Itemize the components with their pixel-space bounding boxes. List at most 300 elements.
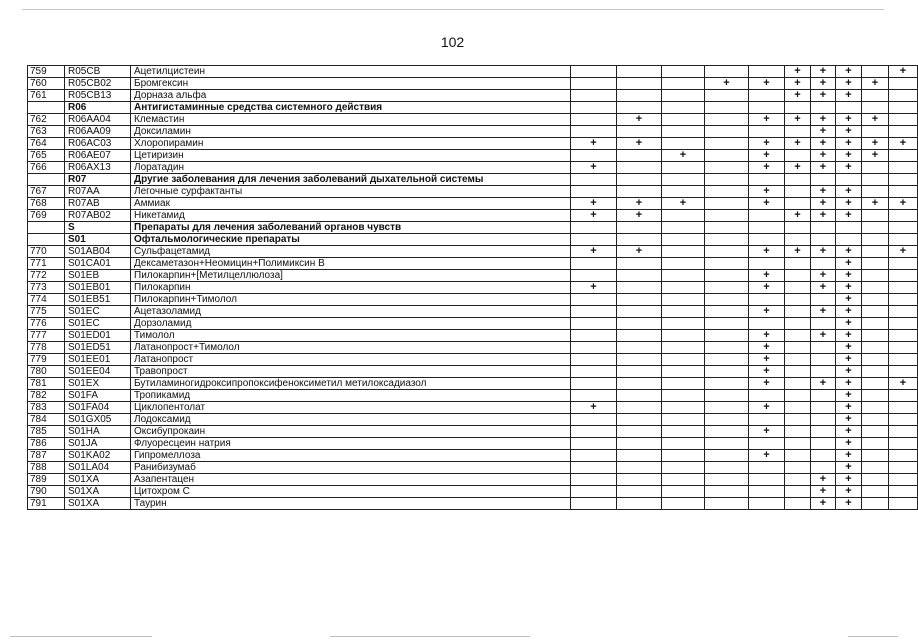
mark-cell: [705, 174, 749, 186]
mark-cell: +: [836, 390, 862, 402]
mark-cell: +: [811, 114, 836, 126]
mark-cell: [862, 294, 889, 306]
mark-cell: +: [836, 474, 862, 486]
mark-cell: +: [836, 78, 862, 90]
mark-cell: +: [836, 150, 862, 162]
mark-cell: [862, 186, 889, 198]
mark-cell: [785, 102, 811, 114]
mark-cell: [705, 138, 749, 150]
drug-name-cell: Бромгексин: [131, 78, 571, 90]
mark-cell: +: [571, 246, 617, 258]
mark-cell: [862, 378, 889, 390]
mark-cell: +: [749, 282, 785, 294]
mark-cell: [785, 474, 811, 486]
mark-cell: [889, 486, 918, 498]
mark-cell: [662, 282, 705, 294]
atc-code-cell: S01KA02: [65, 450, 131, 462]
mark-cell: [705, 438, 749, 450]
mark-cell: +: [662, 150, 705, 162]
table-row: [28, 342, 918, 354]
mark-cell: +: [811, 246, 836, 258]
mark-cell: +: [571, 198, 617, 210]
row-number-cell: 784: [28, 414, 65, 426]
mark-cell: [571, 258, 617, 270]
mark-cell: [617, 306, 662, 318]
mark-cell: +: [785, 246, 811, 258]
mark-cell: +: [662, 198, 705, 210]
mark-cell: +: [836, 342, 862, 354]
mark-cell: [811, 414, 836, 426]
mark-cell: [785, 414, 811, 426]
mark-cell: +: [836, 126, 862, 138]
row-number-cell: [28, 174, 65, 186]
mark-cell: [862, 462, 889, 474]
mark-cell: [617, 402, 662, 414]
mark-cell: [662, 330, 705, 342]
table-row: [28, 318, 918, 330]
mark-cell: [785, 174, 811, 186]
mark-cell: [889, 162, 918, 174]
mark-cell: [571, 462, 617, 474]
table-row: [28, 294, 918, 306]
mark-cell: +: [811, 138, 836, 150]
mark-cell: [811, 462, 836, 474]
row-number-cell: 760: [28, 78, 65, 90]
mark-cell: [889, 330, 918, 342]
mark-cell: +: [862, 198, 889, 210]
mark-cell: [749, 390, 785, 402]
mark-cell: [811, 102, 836, 114]
drug-name-cell: Таурин: [131, 498, 571, 510]
atc-code-cell: S01CA01: [65, 258, 131, 270]
mark-cell: [785, 438, 811, 450]
mark-cell: [811, 318, 836, 330]
mark-cell: +: [617, 210, 662, 222]
mark-cell: [662, 258, 705, 270]
mark-cell: +: [862, 138, 889, 150]
mark-cell: [889, 78, 918, 90]
row-number-cell: 780: [28, 366, 65, 378]
mark-cell: [662, 378, 705, 390]
atc-code-cell: S01XA: [65, 498, 131, 510]
drug-name-cell: Цетиризин: [131, 150, 571, 162]
atc-code-cell: S01JA: [65, 438, 131, 450]
row-number-cell: 774: [28, 294, 65, 306]
mark-cell: [785, 330, 811, 342]
mark-cell: [705, 102, 749, 114]
mark-cell: [662, 486, 705, 498]
mark-cell: [749, 222, 785, 234]
mark-cell: [705, 270, 749, 282]
mark-cell: [571, 366, 617, 378]
mark-cell: [785, 486, 811, 498]
atc-code-cell: S01HA: [65, 426, 131, 438]
mark-cell: [811, 450, 836, 462]
mark-cell: [889, 450, 918, 462]
mark-cell: [705, 378, 749, 390]
drug-name-cell: Легочные сурфактанты: [131, 186, 571, 198]
mark-cell: [571, 186, 617, 198]
mark-cell: [749, 318, 785, 330]
table-row: [28, 258, 918, 270]
mark-cell: [705, 426, 749, 438]
row-number-cell: 788: [28, 462, 65, 474]
mark-cell: [811, 438, 836, 450]
mark-cell: [617, 414, 662, 426]
atc-code-cell: S01EE01: [65, 354, 131, 366]
bottom-line-left: [10, 636, 152, 637]
mark-cell: +: [811, 126, 836, 138]
mark-cell: [862, 222, 889, 234]
table-row: [28, 414, 918, 426]
atc-code-cell: R06AE07: [65, 150, 131, 162]
mark-cell: +: [785, 162, 811, 174]
mark-cell: [811, 402, 836, 414]
atc-code-cell: S01XA: [65, 486, 131, 498]
mark-cell: [617, 438, 662, 450]
mark-cell: [571, 426, 617, 438]
mark-cell: [836, 222, 862, 234]
mark-cell: [571, 78, 617, 90]
mark-cell: +: [836, 90, 862, 102]
mark-cell: +: [749, 150, 785, 162]
mark-cell: +: [749, 270, 785, 282]
mark-cell: [617, 126, 662, 138]
mark-cell: [662, 186, 705, 198]
mark-cell: +: [889, 66, 918, 78]
mark-cell: [617, 66, 662, 78]
mark-cell: [785, 462, 811, 474]
table-row: [28, 126, 918, 138]
mark-cell: [571, 126, 617, 138]
mark-cell: [662, 162, 705, 174]
atc-code-cell: R05CB13: [65, 90, 131, 102]
atc-code-cell: R05CB02: [65, 78, 131, 90]
bottom-line-middle: [330, 636, 530, 637]
mark-cell: [889, 150, 918, 162]
drug-name-cell: Бутиламиногидроксипропоксифеноксиметил метилоксадиазол: [131, 378, 571, 390]
mark-cell: [889, 102, 918, 114]
mark-cell: [617, 234, 662, 246]
mark-cell: [889, 270, 918, 282]
mark-cell: +: [862, 114, 889, 126]
table-row: [28, 474, 918, 486]
mark-cell: [571, 222, 617, 234]
mark-cell: [705, 474, 749, 486]
mark-cell: [785, 258, 811, 270]
row-number-cell: 785: [28, 426, 65, 438]
mark-cell: [889, 498, 918, 510]
mark-cell: [662, 270, 705, 282]
mark-cell: [811, 426, 836, 438]
mark-cell: [705, 414, 749, 426]
mark-cell: [662, 450, 705, 462]
mark-cell: [836, 102, 862, 114]
mark-cell: [617, 222, 662, 234]
mark-cell: +: [785, 210, 811, 222]
mark-cell: +: [889, 198, 918, 210]
mark-cell: [705, 342, 749, 354]
mark-cell: +: [811, 270, 836, 282]
mark-cell: [571, 330, 617, 342]
mark-cell: [705, 462, 749, 474]
row-number-cell: 778: [28, 342, 65, 354]
mark-cell: +: [811, 282, 836, 294]
mark-cell: [662, 174, 705, 186]
mark-cell: +: [811, 378, 836, 390]
mark-cell: +: [836, 210, 862, 222]
table-row: [28, 138, 918, 150]
mark-cell: [617, 474, 662, 486]
row-number-cell: 787: [28, 450, 65, 462]
mark-cell: [705, 222, 749, 234]
row-number-cell: 791: [28, 498, 65, 510]
drug-name-cell: Доксиламин: [131, 126, 571, 138]
atc-code-cell: R06AX13: [65, 162, 131, 174]
mark-cell: +: [836, 306, 862, 318]
mark-cell: [571, 486, 617, 498]
mark-cell: +: [749, 354, 785, 366]
mark-cell: [662, 426, 705, 438]
table-row: [28, 438, 918, 450]
drug-name-cell: Дексаметазон+Неомицин+Полимиксин В: [131, 258, 571, 270]
table-row: [28, 66, 918, 78]
mark-cell: [617, 78, 662, 90]
row-number-cell: 772: [28, 270, 65, 282]
mark-cell: [785, 342, 811, 354]
mark-cell: +: [836, 66, 862, 78]
mark-cell: [617, 162, 662, 174]
mark-cell: [811, 174, 836, 186]
mark-cell: [785, 198, 811, 210]
mark-cell: +: [571, 282, 617, 294]
mark-cell: +: [749, 306, 785, 318]
mark-cell: [862, 126, 889, 138]
row-number-cell: 777: [28, 330, 65, 342]
drug-name-cell: Ранибизумаб: [131, 462, 571, 474]
mark-cell: [662, 402, 705, 414]
mark-cell: [705, 282, 749, 294]
drug-name-cell: Гипромеллоза: [131, 450, 571, 462]
table-row: [28, 378, 918, 390]
mark-cell: +: [617, 114, 662, 126]
atc-code-cell: S01: [65, 234, 131, 246]
mark-cell: [705, 246, 749, 258]
mark-cell: +: [836, 450, 862, 462]
drug-name-cell: Лодоксамид: [131, 414, 571, 426]
mark-cell: [785, 450, 811, 462]
mark-cell: [617, 270, 662, 282]
mark-cell: [705, 402, 749, 414]
mark-cell: +: [836, 462, 862, 474]
mark-cell: [811, 354, 836, 366]
mark-cell: [785, 150, 811, 162]
mark-cell: +: [617, 198, 662, 210]
mark-cell: [889, 474, 918, 486]
mark-cell: +: [617, 138, 662, 150]
row-number-cell: 771: [28, 258, 65, 270]
mark-cell: +: [785, 114, 811, 126]
drug-name-cell: Пилокарпин: [131, 282, 571, 294]
mark-cell: +: [785, 66, 811, 78]
mark-cell: [862, 306, 889, 318]
mark-cell: [811, 234, 836, 246]
atc-code-cell: R06AA09: [65, 126, 131, 138]
drug-name-cell: Латанопрост+Тимолол: [131, 342, 571, 354]
mark-cell: [889, 402, 918, 414]
mark-cell: [571, 438, 617, 450]
drug-name-cell: Флуоресцеин натрия: [131, 438, 571, 450]
table-row: [28, 246, 918, 258]
mark-cell: [889, 126, 918, 138]
table-group-row: [28, 174, 918, 186]
table-row: [28, 402, 918, 414]
mark-cell: [571, 174, 617, 186]
row-number-cell: 773: [28, 282, 65, 294]
mark-cell: +: [811, 186, 836, 198]
mark-cell: [749, 486, 785, 498]
atc-code-cell: S01ED51: [65, 342, 131, 354]
mark-cell: [705, 126, 749, 138]
mark-cell: [662, 474, 705, 486]
mark-cell: [571, 234, 617, 246]
mark-cell: +: [836, 282, 862, 294]
table-row: [28, 450, 918, 462]
mark-cell: +: [862, 150, 889, 162]
mark-cell: +: [749, 114, 785, 126]
mark-cell: [662, 342, 705, 354]
atc-code-cell: R06AC03: [65, 138, 131, 150]
mark-cell: [617, 342, 662, 354]
mark-cell: [785, 402, 811, 414]
mark-cell: [749, 498, 785, 510]
table-row: [28, 486, 918, 498]
drug-name-cell: Аммиак: [131, 198, 571, 210]
table-row: [28, 186, 918, 198]
mark-cell: [571, 354, 617, 366]
row-number-cell: [28, 102, 65, 114]
mark-cell: +: [811, 330, 836, 342]
mark-cell: [571, 294, 617, 306]
mark-cell: [662, 354, 705, 366]
mark-cell: +: [749, 342, 785, 354]
mark-cell: +: [889, 378, 918, 390]
mark-cell: +: [836, 414, 862, 426]
mark-cell: +: [836, 318, 862, 330]
mark-cell: [571, 390, 617, 402]
mark-cell: [705, 198, 749, 210]
mark-cell: [705, 450, 749, 462]
drug-name-cell: Другие заболевания для лечения заболеваний дыхательной системы: [131, 174, 571, 186]
mark-cell: +: [571, 402, 617, 414]
mark-cell: +: [836, 198, 862, 210]
atc-code-cell: S01EC: [65, 306, 131, 318]
mark-cell: +: [785, 78, 811, 90]
mark-cell: [889, 318, 918, 330]
table-row: [28, 270, 918, 282]
mark-cell: [662, 438, 705, 450]
mark-cell: +: [749, 162, 785, 174]
mark-cell: +: [836, 162, 862, 174]
mark-cell: +: [889, 246, 918, 258]
mark-cell: [836, 174, 862, 186]
mark-cell: [662, 222, 705, 234]
atc-code-cell: S01LA04: [65, 462, 131, 474]
mark-cell: +: [749, 450, 785, 462]
mark-cell: [785, 366, 811, 378]
mark-cell: [862, 234, 889, 246]
mark-cell: +: [836, 138, 862, 150]
drug-name-cell: Пилокарпин+Тимолол: [131, 294, 571, 306]
mark-cell: [662, 78, 705, 90]
atc-code-cell: S01EB51: [65, 294, 131, 306]
row-number-cell: 763: [28, 126, 65, 138]
atc-code-cell: S01EB01: [65, 282, 131, 294]
mark-cell: [889, 90, 918, 102]
mark-cell: [749, 174, 785, 186]
mark-cell: [617, 462, 662, 474]
mark-cell: +: [749, 366, 785, 378]
drug-name-cell: Тимолол: [131, 330, 571, 342]
table-row: [28, 366, 918, 378]
mark-cell: [617, 282, 662, 294]
mark-cell: [617, 318, 662, 330]
mark-cell: +: [836, 402, 862, 414]
mark-cell: [571, 66, 617, 78]
mark-cell: [705, 318, 749, 330]
mark-cell: [862, 66, 889, 78]
mark-cell: +: [749, 246, 785, 258]
mark-cell: [889, 342, 918, 354]
row-number-cell: 767: [28, 186, 65, 198]
drug-name-cell: Антигистаминные средства системного действия: [131, 102, 571, 114]
table-body: [28, 66, 918, 510]
table-group-row: [28, 234, 918, 246]
mark-cell: [662, 294, 705, 306]
mark-cell: [811, 342, 836, 354]
atc-code-cell: S01EB: [65, 270, 131, 282]
drug-name-cell: Дорзоламид: [131, 318, 571, 330]
row-number-cell: 775: [28, 306, 65, 318]
drug-name-cell: Травопрост: [131, 366, 571, 378]
drug-name-cell: Циклопентолат: [131, 402, 571, 414]
table-row: [28, 114, 918, 126]
atc-code-cell: S01FA: [65, 390, 131, 402]
mark-cell: +: [836, 258, 862, 270]
drug-name-cell: Оксибупрокаин: [131, 426, 571, 438]
table-row: [28, 162, 918, 174]
atc-code-cell: S01GX05: [65, 414, 131, 426]
drug-name-cell: Латанопрост: [131, 354, 571, 366]
mark-cell: +: [836, 294, 862, 306]
mark-cell: [862, 402, 889, 414]
row-number-cell: 761: [28, 90, 65, 102]
mark-cell: [662, 210, 705, 222]
drug-name-cell: Никетамид: [131, 210, 571, 222]
mark-cell: [705, 498, 749, 510]
row-number-cell: 790: [28, 486, 65, 498]
mark-cell: [811, 222, 836, 234]
mark-cell: [705, 186, 749, 198]
mark-cell: [662, 390, 705, 402]
mark-cell: [749, 126, 785, 138]
row-number-cell: 759: [28, 66, 65, 78]
mark-cell: +: [811, 306, 836, 318]
mark-cell: +: [617, 246, 662, 258]
table-row: [28, 78, 918, 90]
row-number-cell: 762: [28, 114, 65, 126]
mark-cell: +: [749, 402, 785, 414]
